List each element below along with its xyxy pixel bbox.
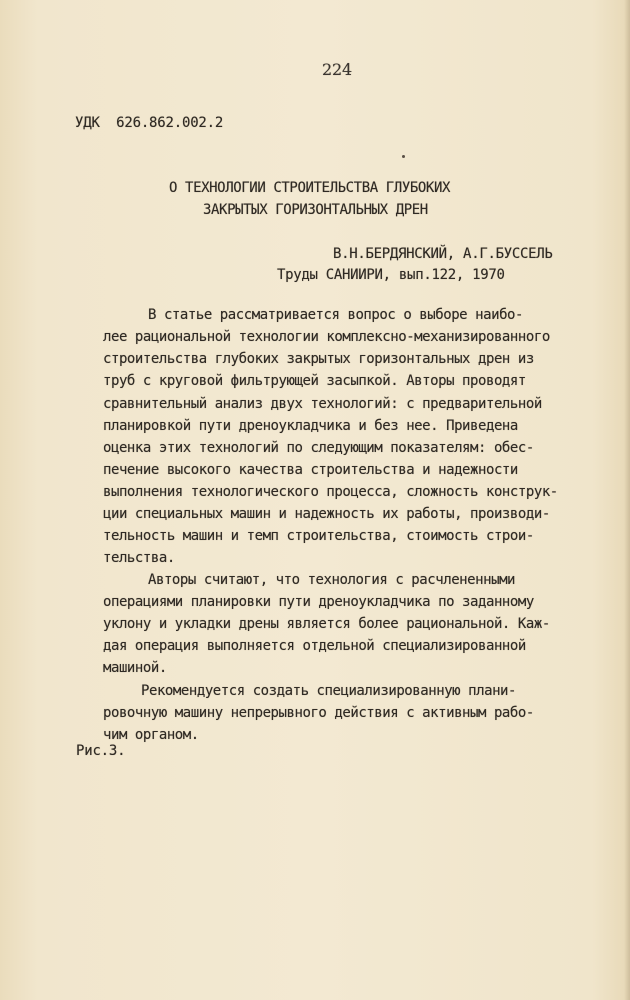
ink-dot — [402, 155, 405, 158]
abstract-line: планировкой пути дреноукладчика и без нее. Приведена — [103, 418, 518, 434]
abstract-line: ровочную машину непрерывного действия с активным рабо- — [103, 705, 534, 721]
abstract-line: печение высокого качества строительства и надежности — [103, 462, 518, 478]
udc-code: УДК 626.862.002.2 — [75, 115, 224, 131]
abstract-line: тельность машин и темп строительства, стоимость строи- — [103, 528, 534, 544]
abstract-line: Рекомендуется создать специализированную плани- — [141, 683, 516, 699]
figure-count: Рис.3. — [76, 743, 126, 759]
abstract-line: машиной. — [103, 660, 167, 676]
publication-source: Труды САНИИРИ, вып.122, 1970 — [277, 267, 505, 283]
abstract-line: лее рациональной технологии комплексно-механизированного — [103, 329, 550, 345]
abstract-line: чим органом. — [103, 727, 199, 743]
title-line-2: ЗАКРЫТЫХ ГОРИЗОНТАЛЬНЫХ ДРЕН — [203, 202, 428, 218]
abstract-line: труб с круговой фильтрующей засыпкой. Авторы проводят — [103, 373, 526, 389]
abstract-line: тельства. — [103, 550, 175, 566]
abstract-line: выполнения технологического процесса, сложность конструк- — [103, 484, 558, 500]
page-edge-shadow — [624, 0, 630, 1000]
abstract-line: оценка этих технологий по следующим показателям: обес- — [103, 440, 534, 456]
page-number: 224 — [322, 60, 352, 79]
abstract-line: операциями планировки пути дреноукладчика по заданному — [103, 594, 534, 610]
abstract-line: уклону и укладки дрены является более рациональной. Каж- — [103, 616, 550, 632]
abstract-line: дая операция выполняется отдельной специализированной — [103, 638, 526, 654]
authors: В.Н.БЕРДЯНСКИЙ, А.Г.БУССЕЛЬ — [333, 246, 553, 262]
abstract-line: ции специальных машин и надежность их работы, производи- — [103, 506, 550, 522]
abstract-line: сравнительный анализ двух технологий: с предварительной — [103, 396, 542, 412]
abstract-line: В статье рассматривается вопрос о выборе наибо- — [148, 307, 523, 323]
title-line-1: О ТЕХНОЛОГИИ СТРОИТЕЛЬСТВА ГЛУБОКИХ — [169, 180, 451, 196]
abstract-line: Авторы считают, что технология с расчлененными — [148, 572, 516, 588]
abstract-line: строительства глубоких закрытых горизонтальных дрен из — [103, 351, 534, 367]
